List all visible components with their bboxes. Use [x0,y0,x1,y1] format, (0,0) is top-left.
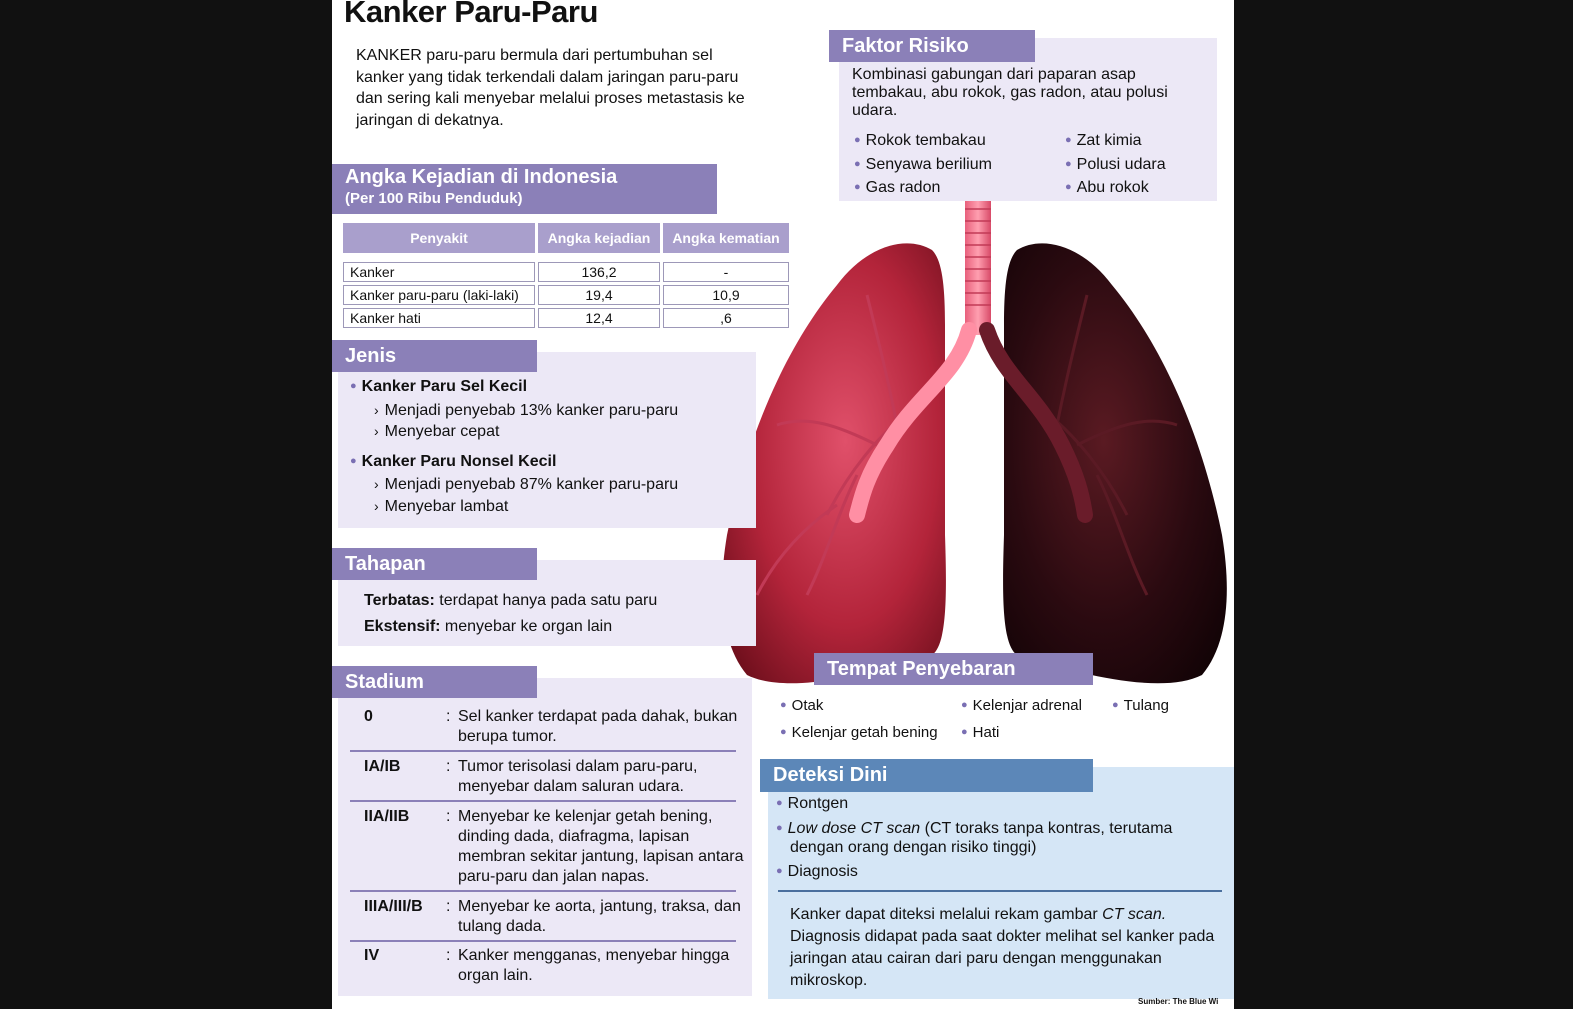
list-item: ● Gas radon [854,177,992,201]
list-item [776,820,1224,857]
stage-term: Ekstensif: [364,618,441,635]
stadium-heading: Stadium [332,666,537,698]
list-subitem: › Menyebar cepat [350,421,750,443]
column-header: Penyakit [343,223,535,253]
detection-text: (CT toraks tanpa kontras, terutama dengan orang dengan risiko tinggi) [790,820,1173,856]
stages-list [364,588,657,640]
risk-list-right [1065,130,1166,201]
stadium-colon: : [446,898,451,915]
stadium-desc: Kanker mengganas, menyebar hingga organ lain. [458,947,730,984]
spread-list-c [1112,693,1169,720]
stage-text: menyebar ke organ lain [444,618,613,635]
stage-text: terdapat hanya pada satu paru [439,592,658,609]
types-heading: Jenis [332,340,537,372]
incidence-header [332,164,717,214]
detection-note [790,904,1230,992]
intro-text: KANKER paru-paru bermula dari pertumbuhan sel kanker yang tidak terkendali dalam jaringan paru-paru dan sering kali menyebar melalui proses metastasis ke jaringan di dekatnya. [356,47,745,129]
table-cell: 19,4 [538,285,660,305]
table-cell: 10,9 [663,285,789,305]
detection-note-pre: Kanker dapat diteksi melalui rekam gambar [790,906,1103,923]
table-cell: 12,4 [538,308,660,328]
table-cell: Kanker paru-paru (laki-laki) [343,285,535,305]
list-subitem: › Menjadi penyebab 87% kanker paru-paru [350,474,750,496]
list-subitem: › Menjadi penyebab 13% kanker paru-paru [350,400,750,422]
spread-heading: Tempat Penyebaran [814,653,1093,685]
trachea [965,185,991,335]
divider [350,890,736,892]
stadium-colon: : [446,708,451,725]
list-item: ● Kanker Paru Sel Kecil [350,376,750,400]
source-credit: Sumber: The Blue Wi [1138,997,1219,1006]
list-item: ● Kelenjar getah bening [780,720,938,747]
incidence-subheading: (Per 100 Ribu Penduduk) [345,190,523,207]
detection-heading: Deteksi Dini [760,759,1093,792]
table-cell: - [663,262,789,282]
types-list [350,376,750,517]
list-subitem: › Menyebar lambat [350,496,750,518]
stadium-code: IA/IB [364,758,401,775]
list-item [776,795,1224,814]
spread-list-b [961,693,1082,747]
stadium-code: IIIA/III/B [364,898,423,915]
table-cell: Kanker [343,262,535,282]
right-lung [1003,243,1227,683]
list-item: ● Otak [780,693,938,720]
spread-list-a [780,693,938,747]
risk-text: Kombinasi gabungan dari paparan asap tembakau, abu rokok, gas radon, atau polusi udara. [852,66,1168,119]
divider [350,750,736,752]
divider [350,940,736,942]
detection-note-post: Diagnosis didapat pada saat dokter melihat sel kanker pada jaringan atau cairan dari paru dengan menggunakan mikroskop. [790,928,1215,989]
stadium-code: IV [364,947,380,964]
list-item: ● Polusi udara [1065,154,1166,178]
page-title: Kanker Paru-Paru [344,0,598,29]
column-header: Angka kejadian [538,223,660,253]
divider [350,800,736,802]
stadium-desc: Sel kanker terdapat pada dahak, bukan berupa tumor. [458,708,738,745]
list-item [364,588,657,614]
risk-list-left [854,130,992,201]
incidence-heading: Angka Kejadian di Indonesia [345,166,618,188]
detection-note-em: CT scan. [1102,906,1167,923]
divider [778,890,1222,892]
stadium-desc: Tumor terisolasi dalam paru-paru, menyebar dalam saluran udara. [458,758,698,795]
table-cell: 136,2 [538,262,660,282]
list-item: ● Kelenjar adrenal [961,693,1082,720]
risk-heading: Faktor Risiko [829,30,1035,62]
list-item: ● Senyawa berilium [854,154,992,178]
stadium-desc: Menyebar ke aorta, jantung, traksa, dan tulang dada. [458,898,741,935]
stadium-colon: : [446,947,451,964]
stadium-colon: : [446,808,451,825]
stadium-code: 0 [364,708,373,725]
list-item: ● Kanker Paru Nonsel Kecil [350,451,750,475]
list-item: ● Abu rokok [1065,177,1166,201]
column-header: Angka kematian [663,223,789,253]
table-cell: ,6 [663,308,789,328]
stadium-colon: : [446,758,451,775]
detection-text: Rontgen [787,795,849,812]
lungs-illustration [717,175,1234,695]
stadium-desc: Menyebar ke kelenjar getah bening, dinding dada, diafragma, lapisan membran sekitar jantung, lapisan antara paru-paru dan jalan napas. [458,808,744,885]
list-item: ● Hati [961,720,1082,747]
detection-em: Low dose CT scan [787,820,921,837]
detection-text: Diagnosis [787,863,858,880]
detection-list [776,795,1224,882]
stages-heading: Tahapan [332,548,537,580]
infographic-sheet [332,0,1234,1009]
table-cell: Kanker hati [343,308,535,328]
list-item: ● Rokok tembakau [854,130,992,154]
stadium-code: IIA/IIB [364,808,410,825]
list-item [364,614,657,640]
list-item: ● Zat kimia [1065,130,1166,154]
list-item [776,863,1224,882]
stage-term: Terbatas: [364,592,435,609]
list-item: ● Tulang [1112,693,1169,720]
